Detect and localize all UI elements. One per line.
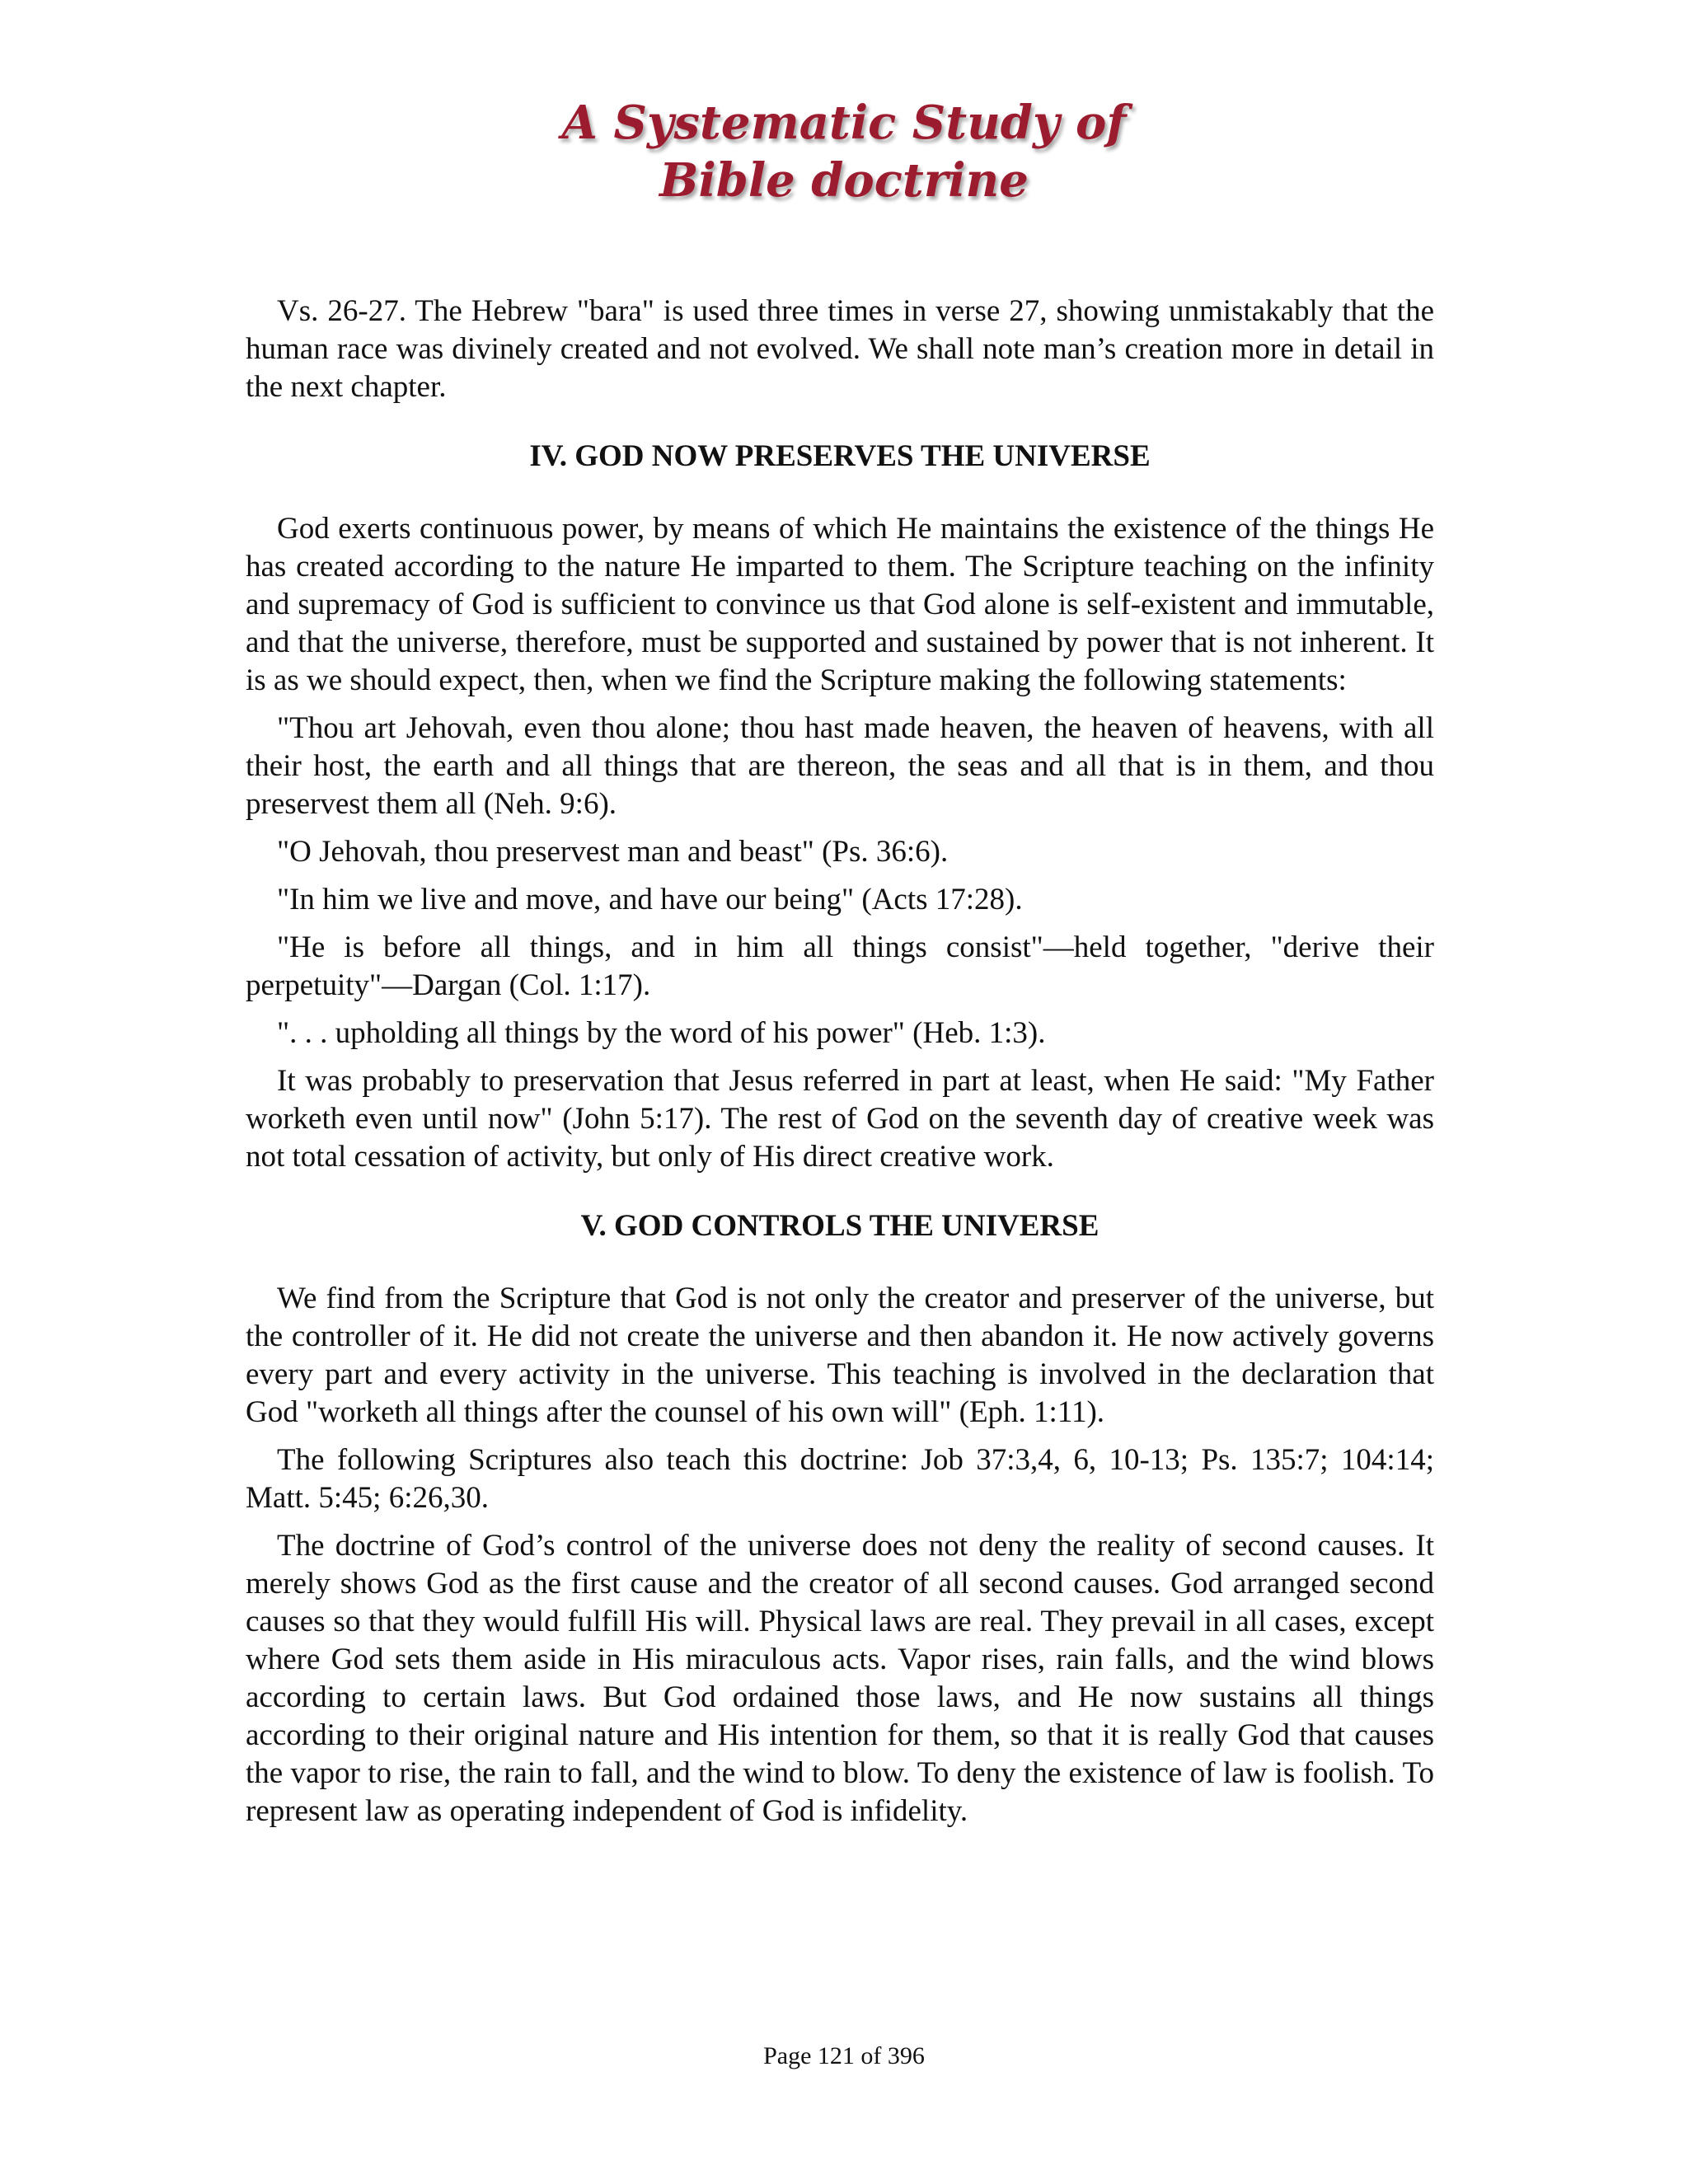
- body-paragraph: "In him we live and move, and have our being" (Acts 17:28).: [277, 883, 1023, 916]
- section-heading: IV. GOD NOW PRESERVES THE UNIVERSE: [529, 439, 1151, 473]
- section-heading: V. GOD CONTROLS THE UNIVERSE: [580, 1209, 1100, 1243]
- body-paragraph: "He is before all things, and in him all things consist"—held together, "derive their perpetuity"—Dargan (Col. 1:17).: [246, 930, 1434, 1002]
- header-title-line2: Bible doctrine: [659, 153, 1029, 208]
- page-number: Page 121 of 396: [763, 2042, 925, 2069]
- body-paragraph: God exerts continuous power, by means of which He maintains the existence of the things He has created according to the nature He imparted to them. The Scripture teaching on the infinity and supremacy of God is sufficient to convince us that God alone is self-existent and immutable, and that the universe, therefore, must be supported and sustained by power that is not inherent. It is as we should expect, then, when we find the Scripture making the following statements:: [246, 512, 1434, 697]
- header-logo: [0, 91, 1688, 214]
- body-paragraph: The following Scriptures also teach this doctrine: Job 37:3,4, 6, 10-13; Ps. 135:7; 104:14; Matt. 5:45; 6:26,30.: [246, 1443, 1434, 1515]
- body-paragraph: We find from the Scripture that God is not only the creator and preserver of the universe, but the controller of it. He did not create the universe and then abandon it. He now actively governs every part and every activity in the universe. This teaching is involved in the declaration that God "worketh all things after the counsel of his own will" (Eph. 1:11).: [246, 1282, 1434, 1429]
- body-paragraph: ". . . upholding all things by the word of his power" (Heb. 1:3).: [277, 1016, 1046, 1050]
- body-paragraph: "O Jehovah, thou preservest man and beast" (Ps. 36:6).: [277, 835, 949, 869]
- page-content: [246, 293, 1434, 1840]
- header-title-line1: A Systematic Study of: [561, 96, 1127, 150]
- body-paragraph: The doctrine of God’s control of the universe does not deny the reality of second causes. It merely shows God as the first cause and the creator of all second causes. God arranged second causes so that they would fulfill His will. Physical laws are real. They prevail in all cases, except where God sets them aside in His miraculous acts. Vapor rises, rain falls, and the wind blows according to certain laws. But God ordained those laws, and He now sustains all things according to their original nature and His intention for them, so that it is really God that causes the vapor to rise, the rain to fall, and the wind to blow. To deny the existence of law is foolish. To represent law as operating independent of God is infidelity.: [246, 1529, 1434, 1828]
- body-paragraph: "Thou art Jehovah, even thou alone; thou hast made heaven, the heaven of heavens, with all their host, the earth and all things that are thereon, the seas and all that is in them, and thou preservest them all (Neh. 9:6).: [246, 711, 1434, 821]
- body-paragraph: It was probably to preservation that Jesus referred in part at least, when He said: "My Father worketh even until now" (John 5:17). The rest of God on the seventh day of creative week was not total cessation of activity, but only of His direct creative work.: [246, 1064, 1434, 1174]
- body-paragraph: Vs. 26-27. The Hebrew "bara" is used three times in verse 27, showing unmistakably that the human race was divinely created and not evolved. We shall note man’s creation more in detail in the next chapter.: [246, 294, 1434, 404]
